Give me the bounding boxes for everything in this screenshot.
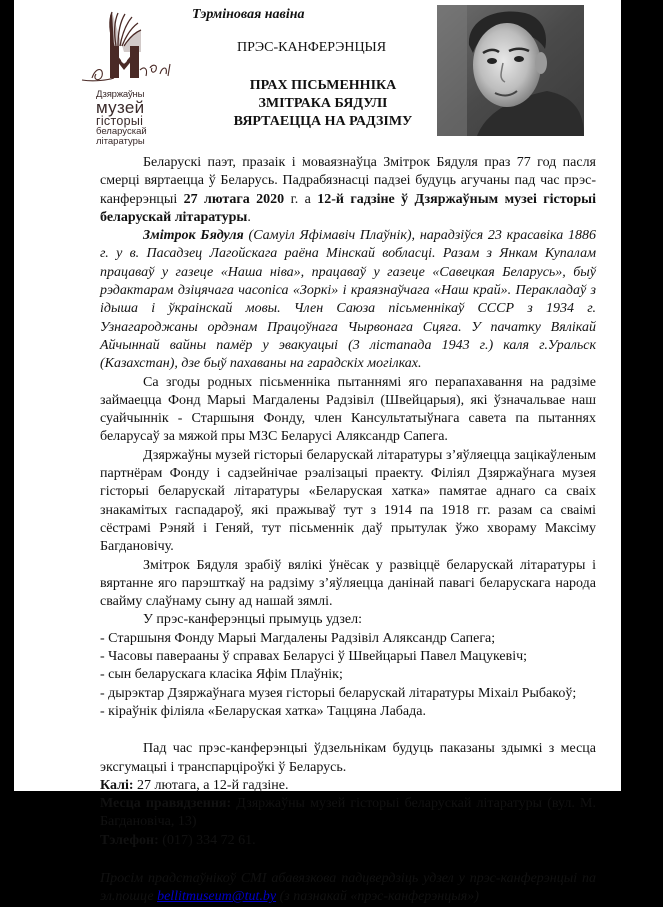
writer-name: Змітрок Бядуля bbox=[143, 228, 244, 244]
headline-line-2: ЗМІТРАКА БЯДУЛІ bbox=[258, 96, 388, 111]
bio-paragraph bbox=[100, 227, 596, 373]
phone-line bbox=[100, 832, 596, 850]
logo-line-3: гісторыі bbox=[96, 113, 144, 128]
logo-line-2: музей bbox=[96, 97, 145, 117]
logo-line-5: літаратуры bbox=[96, 136, 145, 147]
participants-intro: У прэс-канферэнцыі прымуць удзел: bbox=[143, 612, 363, 628]
participant-item: - кіраўнік філіяла «Беларуская хатка» Таццяна Лабада. bbox=[100, 703, 426, 719]
intro-text-3: . bbox=[247, 209, 251, 225]
paragraph: Дзяржаўны музей гісторыі беларускай літаратуры з’яўляецца зацікаўленым партнёрам Фонду і садзейнічае рэалізацыі праекту. Філіял Дзяржаўнага музея гісторыі беларускай літаратуры «Беларуская хатка» памятае аднаго са сваіх знакамітых гаспадароў, які пражываў тут з 1914 па 1918 гг. разам са сваімі сёстрамі Рэняй і Геняй, тут пісьменнік даў прытулак ўжо хвораму Максіму Багдановічу. bbox=[100, 447, 596, 555]
phone-value: (017) 334 72 61. bbox=[158, 832, 256, 848]
book-monogram-icon bbox=[74, 8, 184, 90]
headline bbox=[222, 77, 424, 131]
photos-note: Пад час прэс-канферэнцыі ўдзельнікам будуць паказаны здымкі з месца эксгумацыі і транспарціроўкі ў Беларусь. bbox=[100, 741, 596, 775]
logo-line-1: Дзяржаўны bbox=[96, 89, 145, 100]
when-label: Калі: bbox=[100, 777, 134, 793]
headline-line-1: ПРАХ ПІСЬМЕННІКА bbox=[249, 78, 397, 93]
where-value: Дзяржаўны музей гісторыі беларускай літаратуры (вул. М. Багдановіча, 13) bbox=[100, 796, 597, 830]
where-label: Месца правядзення: bbox=[100, 796, 232, 812]
portrait-image bbox=[437, 5, 584, 136]
urgent-news-label: Тэрміновая навіна bbox=[192, 7, 305, 22]
intro-text-2: г. а bbox=[284, 191, 318, 207]
where-line bbox=[100, 795, 596, 832]
museum-name bbox=[96, 90, 176, 148]
press-release-page bbox=[14, 0, 621, 905]
paragraph: Змітрок Бядуля зрабіў вялікі ўнёсак у развіццё беларускай літаратуры і вяртанне яго парэшткаў на радзіму з’яўляецца данінай павагі беларускага народа свайму слаўнаму сыну ад нашай зямлі. bbox=[100, 557, 596, 610]
event-time-place: 12-й гадзіне ў Дзяржаўным музеі гісторыі беларускай літаратуры bbox=[100, 191, 596, 225]
headline-line-3: ВЯРТАЕЦЦА НА РАДЗІМУ bbox=[233, 114, 413, 129]
event-date: 27 лютага 2020 bbox=[183, 191, 285, 207]
bio-text: (Самуіл Яфімавіч Плаўнік), нарадзіўся 23 красавіка 1886 г. у в. Пасадзец Лагойскага раёна Мінскай вобласці. Разам з Янкам Купалам працаваў у газеце «Наша ніва», працаваў у газеце «Савецкая Беларусь», быў рэдактарам дзіцячага часопіса «Зоркі» і краязнаўчага «Наш край». Перакладаў з ідыша і ўкраінскай мовы. Член Саюза пісьменнікаў СССР з 1934 г. Узнагароджаны ордэнам Працоўнага Чырвонага Сцяга. У пачатку Вялікай Айчыннай вайны памёр у эвакуацыі (3 лістапада 1943 г.) каля г.Уральск (Казахстан), дзе быў пахаваны на гарадскіх могілках. bbox=[100, 228, 596, 372]
event-type-label: ПРЭС-КАНФЕРЭНЦЫЯ bbox=[237, 40, 387, 55]
spacer bbox=[100, 721, 596, 740]
museum-logo bbox=[74, 8, 184, 147]
portrait-photo bbox=[437, 5, 584, 136]
phone-label: Тэлефон: bbox=[100, 832, 159, 848]
when-value: 27 лютага, а 12-й гадзіне. bbox=[133, 777, 289, 793]
participant-item: - Часовы паверааны ў справах Беларусі ў Швейцарыі Павел Мацукевіч; bbox=[100, 649, 528, 665]
footer-text: Просім прадстаўнікоў СМІ абавязкова падцвердзіць удзел у прэс-канферэнцыі па эл.пошце bbox=[100, 870, 596, 905]
footer-text-2: (з пазнакай «прэс-канферэнцыя») bbox=[276, 889, 479, 905]
intro-paragraph bbox=[100, 154, 596, 227]
logo-line-4: беларускай bbox=[96, 125, 147, 137]
paragraph: Са згоды родных пісьменніка пытаннямі яго перапахавання на радзіме займаецца Фонд Марыі Магдалены Радзівіл (Швейцарыя), які ўзначальвае наш суайчыннік - Старшыня Фонду, член Кансультатыўнага савета па пытаннях беларусаў за мяжой пры МЗС Беларусі Аляксандр Сапега. bbox=[100, 374, 596, 445]
participant-item: - сын беларускага класіка Яфім Плаўнік; bbox=[100, 667, 343, 683]
spacer bbox=[100, 850, 596, 870]
when-line bbox=[100, 777, 596, 795]
participant-item: - Старшыня Фонду Марыі Магдалены Радзівіл Аляксандр Сапега; bbox=[100, 630, 496, 646]
email-link[interactable]: bellitmuseum@tut.by bbox=[157, 889, 277, 905]
intro-text: Беларускі паэт, празаік і моваязнаўца Змітрок Бядуля праз 77 год пасля смерці вяртаецца ў Беларусь. Падрабязнасці падзеі будуць агучаны пад час прэс-канферэнцыі bbox=[100, 155, 596, 207]
article-body bbox=[100, 154, 596, 907]
participant-item: - дырэктар Дзяржаўнага музея гісторыі беларускай літаратуры Міхаіл Рыбакоў; bbox=[100, 685, 577, 701]
footer-note bbox=[100, 870, 596, 907]
